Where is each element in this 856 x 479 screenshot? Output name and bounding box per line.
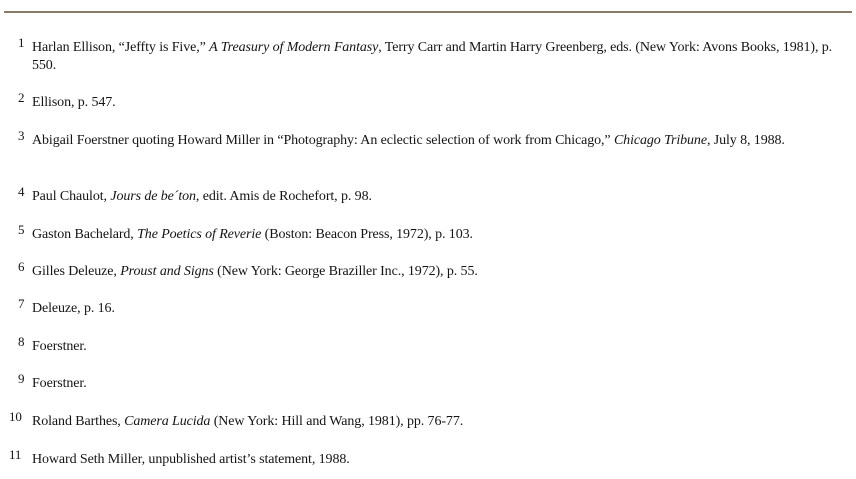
italic-title: The Poetics of Reverie: [137, 227, 262, 242]
footnote-number: 2: [18, 90, 25, 105]
footnote-text: [32, 188, 847, 206]
footnote-number: 1: [18, 35, 25, 50]
text-run: Deleuze, p. 16.: [32, 301, 115, 316]
footnote-number: 8: [18, 334, 25, 349]
footnote-number: 9: [18, 371, 25, 386]
text-run: Abigail Foerstner quoting Howard Miller in “Photography: An eclectic selection of work from Chicago,”: [32, 133, 614, 148]
text-run: , Terry Carr and Martin Harry Greenberg, eds. (New York: Avons Books, 1981), p. 550.: [32, 40, 833, 73]
text-run: Foerstner.: [32, 339, 87, 354]
text-run: Howard Seth Miller, unpublished artist’s statement, 1988.: [32, 452, 350, 467]
footnote-text: [32, 300, 847, 318]
text-run: (New York: Hill and Wang, 1981), pp. 76-77.: [210, 414, 464, 429]
footnote-text: [32, 338, 847, 356]
footnote-text: [32, 226, 847, 244]
footnote-number: 6: [18, 259, 25, 274]
text-run: Paul Chaulot,: [32, 189, 111, 204]
text-run: Gilles Deleuze,: [32, 264, 121, 279]
footnote-number: 5: [18, 222, 25, 237]
text-run: (New York: George Braziller Inc., 1972), p. 55.: [213, 264, 478, 279]
text-run: (Boston: Beacon Press, 1972), p. 103.: [261, 227, 473, 242]
italic-title: Camera Lucida: [124, 414, 211, 429]
footnote-number: 10: [9, 409, 22, 424]
text-run: Ellison, p. 547.: [32, 95, 116, 110]
footnote-text: [32, 375, 847, 393]
text-run: Roland Barthes,: [32, 414, 125, 429]
footnote-number: 3: [18, 128, 25, 143]
footnote-number: 7: [18, 296, 25, 311]
footnote-text: [32, 39, 847, 75]
text-run: , edit. Amis de Rochefort, p. 98.: [195, 189, 372, 204]
italic-title: Chicago Tribune: [613, 133, 707, 148]
footnote-number: 4: [18, 184, 25, 199]
text-run: Foerstner.: [32, 376, 87, 391]
text-run: Harlan Ellison, “Jeffty is Five,”: [32, 40, 210, 55]
footnote-text: [32, 132, 847, 150]
top-rule: [4, 11, 852, 13]
text-run: Gaston Bachelard,: [32, 227, 138, 242]
footnote-number: 11: [9, 447, 22, 462]
footnote-text: [32, 94, 847, 112]
footnote-text: [32, 263, 847, 281]
italic-title: Jours de be´ton: [110, 189, 196, 204]
text-run: , July 8, 1988.: [706, 133, 785, 148]
italic-title: Proust and Signs: [120, 264, 214, 279]
footnote-text: [32, 413, 847, 431]
italic-title: A Treasury of Modern Fantasy: [209, 40, 379, 55]
footnote-text: [32, 451, 847, 469]
